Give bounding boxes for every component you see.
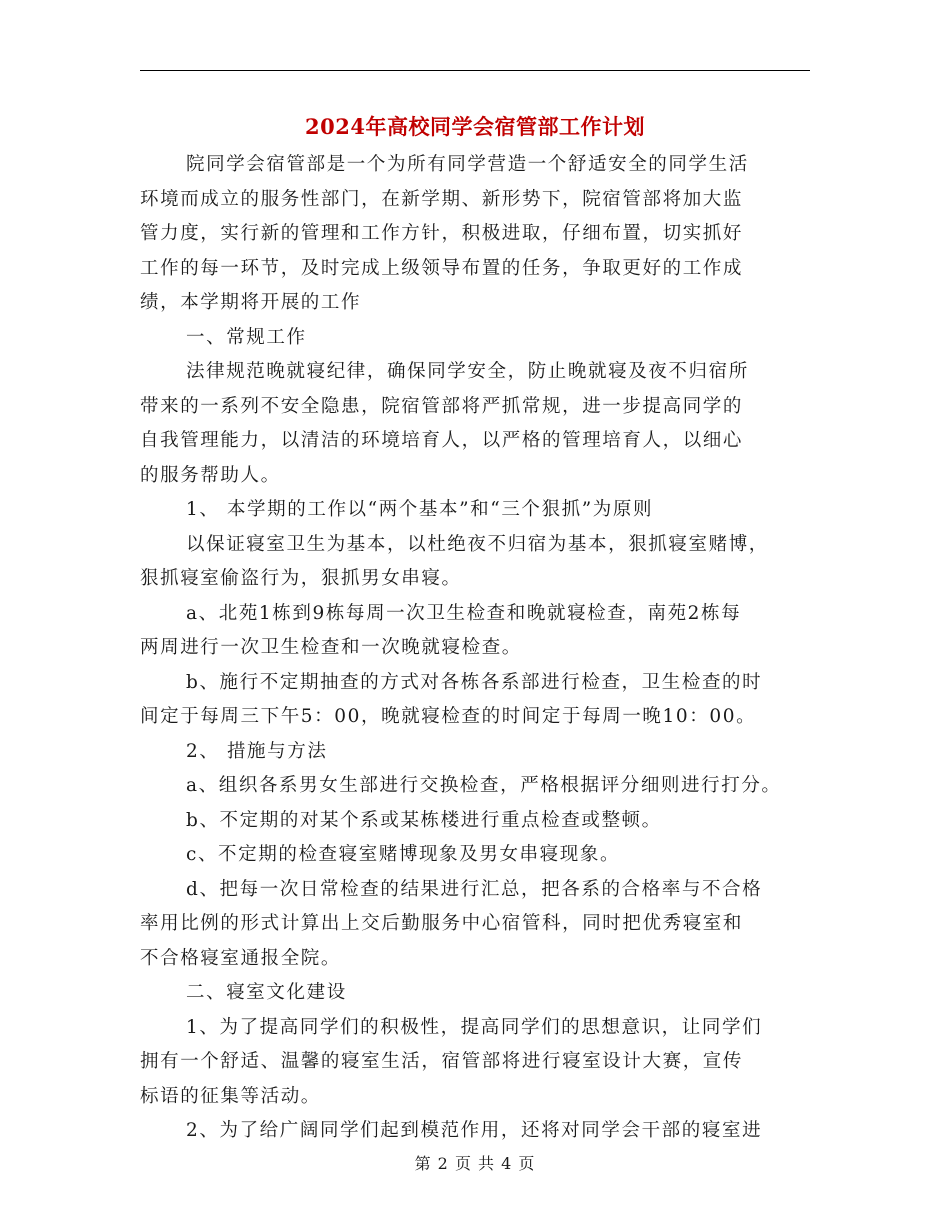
body-line: 1、为了提高同学们的积极性，提高同学们的思想意识，让同学们 [186,1016,763,1038]
body-line: 二、寝室文化建设 [186,982,347,1003]
body-line: 拥有一个舒适、温馨的寝室生活，宿管部将进行寝室设计大赛，宣传 [140,1051,744,1072]
body-line: d、把每一次日常检查的结果进行汇总，把各系的合格率与不合格 [186,878,763,900]
body-line: 工作的每一环节，及时完成上级领导布置的任务，争取更好的工作成 [140,257,744,279]
body-line: 标语的征集等活动。 [140,1085,321,1107]
body-line: 2、 措施与方法 [186,740,328,762]
body-line: a、北苑1栋到9栋每周一次卫生检查和晚就寝检查，南苑2栋每 [186,602,742,624]
footer-page-total: 4 [501,1154,513,1173]
body-line: 以保证寝室卫生为基本，以杜绝夜不归宿为基本，狠抓寝室赌博， [186,533,769,555]
page-footer [0,1152,950,1176]
body-line: 狠抓寝室偷盗行为，狠抓男女串寝。 [140,568,462,589]
body-line: 环境而成立的服务性部门，在新学期、新形势下，院宿管部将加大监 [140,188,744,210]
body-line: 绩，本学期将开展的工作 [140,292,362,313]
body-line: a、组织各系男女生部进行交换检查，严格根据评分细则进行打分。 [186,775,782,796]
body-line: 法律规范晚就寝纪律，确保同学安全，防止晚就寝及夜不归宿所 [186,361,749,382]
body-line: 管力度，实行新的管理和工作方针，积极进取，仔细布置，切实抓好 [140,223,744,244]
body-line: 1、 本学期的工作以“两个基本”和“三个狠抓”为原则 [186,499,654,520]
body-line: 院同学会宿管部是一个为所有同学营造一个舒适安全的同学生活 [186,154,749,175]
body-line: b、施行不定期抽查的方式对各栋各系部进行检查，卫生检查的时 [186,671,763,693]
body-line: 带来的一系列不安全隐患，院宿管部将严抓常规，进一步提高同学的 [140,395,744,417]
body-line: 自我管理能力，以清洁的环境培育人，以严格的管理培育人，以细心 [140,430,744,451]
body-line: 一、常规工作 [186,326,307,348]
body-line: 间定于每周三下午5：00，晚就寝检查的时间定于每周一晚10：00。 [140,706,757,727]
header-rule [140,70,810,71]
body-line: 的服务帮助人。 [140,464,281,486]
body-line: b、不定期的对某个系或某栋楼进行重点检查或整顿。 [186,809,662,831]
footer-suffix: 页 [518,1154,536,1173]
footer-prefix: 第 [414,1154,432,1173]
body-line: 两周进行一次卫生检查和一次晚就寝检查。 [140,637,522,658]
body-line: 率用比例的形式计算出上交后勤服务中心宿管科，同时把优秀寝室和 [140,913,744,934]
footer-page-current: 2 [437,1154,449,1173]
footer-mid: 页 共 [454,1154,496,1173]
body-line: c、不定期的检查寝室赌博现象及男女串寝现象。 [186,844,621,865]
body-line: 不合格寝室通报全院。 [140,947,342,969]
document-title: 2024年高校同学会宿管部工作计划 [305,114,645,139]
document-body [140,148,830,1149]
body-line: 2、为了给广阔同学们起到模范作用，还将对同学会干部的寝室进 [186,1120,763,1141]
